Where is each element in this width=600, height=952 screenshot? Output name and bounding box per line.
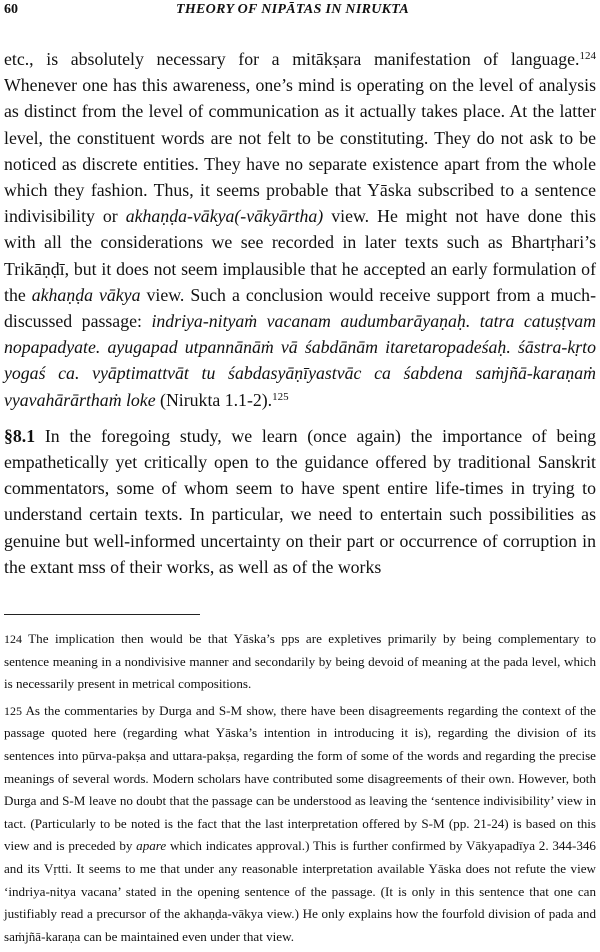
main-text — [4, 46, 596, 580]
footnote-125 — [4, 700, 596, 949]
term-akhanda-vakya: akhaṇḍa-vākya(-vākyārtha) — [125, 206, 324, 227]
running-header — [4, 0, 596, 20]
paragraph-2 — [4, 423, 596, 580]
text-run: view. He might not have done this with all the considerations we see recorded in later texts such as Bhartṛhari’s Trikāṇḍī, but it does not seem implausible that he accepted an early formulation of the — [4, 206, 596, 305]
page-number: 60 — [4, 2, 18, 17]
footnote-124 — [4, 628, 596, 696]
footnote-rule — [4, 614, 200, 615]
footnote-ref-124: 124 — [579, 50, 596, 62]
text-run: In the foregoing study, we learn (once again) the importance of being empathetically yet critically open to the guidance offered by traditional Sanskrit commentators, some of whom seem to have spent entire life-times in trying to understand certain texts. In particular, we need to entertain such possibilities as genuine but well-informed uncertainty on their part or occurrence of corruption in the extant mss of their works, as well as of the works — [4, 425, 596, 577]
footnote-text: which indicates approval.) This is further confirmed by Vākyapadīya 2. 344-346 and its Vṛtti. It seems to me that under any reasonable interpretation available Yāska does not refute the view ‘indriya-nitya vacana’ stated in the opening sentence of the passage. (It is only in this sentence that one can justifiably read a precursor of the akhaṇḍa-vākya view.) He only explains how the fourfold division of pada and saṁjñā-karaṇa can be maintained even under that view. — [4, 838, 596, 944]
text-run: etc., is absolutely necessary for a mitākṣara manifestation of language. — [4, 49, 580, 69]
text-run: view. Such a conclusion would receive support from a much-discussed passage: — [4, 284, 596, 332]
term-akhanda-vakya: akhaṇḍa vākya — [31, 284, 141, 305]
section-number: §8.1 — [4, 425, 36, 446]
footnote-text: The implication then would be that Yāska’s pps are expletives primarily by being complementary to sentence meaning in a nondivisive manner and secondarily by being devoid of meaning at the pada level, which is necessarily present in metrical compositions. — [4, 631, 596, 692]
sanskrit-quote: indriya-nityaṁ vacanam audumbarāyaṇaḥ. tatra catuṣṭvam nopapadyate. ayugapad utpannānāṁ vā śabdānām itaretaropadeśaḥ. śāstra-kṛto yogaś ca. vyāptimattvāt tu śabdasyāṇīyastvāc ca śabdena saṁjñā-karaṇaṁ vyavahārārthaṁ loke — [4, 311, 596, 410]
paragraph-1 — [4, 46, 596, 413]
running-title: THEORY OF NIPĀTAS IN NIRUKTA — [176, 2, 409, 17]
term-apare: apare — [136, 838, 167, 854]
footnote-number: 124 — [4, 632, 22, 646]
citation: (Nirukta 1.1-2). — [155, 389, 273, 410]
text-run: Whenever one has this awareness, one’s mind is operating on the level of analysis as distinct from the level of communication as it actually takes place. At the latter level, the constituent words are not felt to be constituting. They do not ask to be noticed as discrete entities. They have no separate existence apart from the whole which they fashion. Thus, it seems probable that Yāska subscribed to a sentence indivisibility or — [4, 75, 596, 227]
footnote-text: As the commentaries by Durga and S-M show, there have been disagreements regarding the context of the passage quoted here (regarding what Yāska’s intention in introducing it is), regarding the division of its sentences into pūrva-pakṣa and uttara-pakṣa, regarding the form of some of the words and regarding the precise meanings of several words. Modern scholars have contributed some disagreements of their own. However, both Durga and S-M leave no doubt that the passage can be understood as leaving the ‘sentence indivisibility’ view in tact. (Particularly to be noted is the fact that the last interpretation offered by S-M (pp. 21-24) is based on this view and is preceded by — [4, 702, 596, 854]
footnotes — [4, 628, 596, 952]
footnote-number: 125 — [4, 703, 22, 718]
footnote-ref-125: 125 — [272, 390, 289, 403]
